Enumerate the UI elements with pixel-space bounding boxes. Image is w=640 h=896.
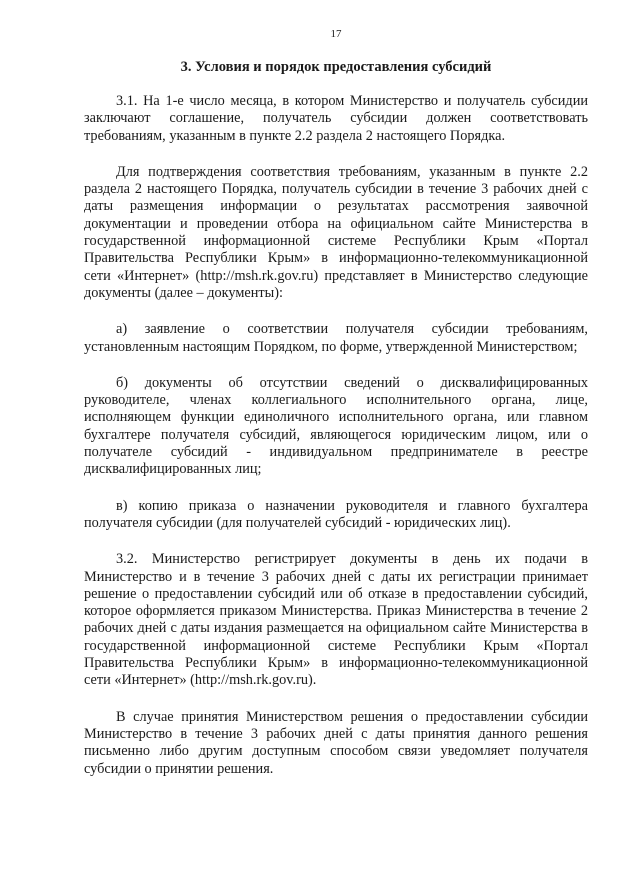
paragraph-item-v: в) копию приказа о назначении руководителя и главного бухгалтера получателя субсидии (для получателей субсидий - юридических лиц). [84, 497, 588, 531]
paragraph-3-2: 3.2. Министерство регистрирует документы в день их подачи в Министерство и в течение 3 рабочих дней с даты их регистрации принимает решение о предоставлении субсидий или об отказе в предоставлении субсидий, которое оформляется приказом Министерства. Приказ Министерства в течение 2 рабочих дней с даты издания размещается на официальном сайте Министерства в государственной информационной системе Республики Крым «Портал Правительства Республики Крым» в информационно-телекоммуникационной сети «Интернет» (http://msh.rk.gov.ru). [84, 551, 588, 689]
paragraph-confirmation: Для подтверждения соответствия требованиям, указанным в пункте 2.2 раздела 2 настоящего Порядка, получатель субсидии в течение 3 рабочих дней с даты размещения информации о результатах рассмотрения заявочной документации и проведении отбора на официальном сайте Министерства в государственной информационной системе Республики Крым «Портал Правительства Республики Крым» в информационно-телекоммуникационной сети «Интернет» (http://msh.rk.gov.ru) представляет в Министерство следующие документы (далее – документы): [84, 163, 588, 301]
paragraph-3-1: 3.1. На 1-е число месяца, в котором Министерство и получатель субсидии заключают соглашение, получатель субсидии должен соответствовать требованиям, указанным в пункте 2.2 раздела 2 настоящего Порядка. [84, 93, 588, 144]
paragraph-decision-notice: В случае принятия Министерством решения о предоставлении субсидии Министерство в течение 3 рабочих дней с даты принятия данного решения письменно либо другим доступным способом связи уведомляет получателя субсидии о принятии решения. [84, 708, 588, 777]
section-title: 3. Условия и порядок предоставления субсидий [180, 59, 492, 75]
document-page [84, 28, 588, 797]
paragraph-item-b: б) документы об отсутствии сведений о дисквалифицированных руководителе, членах коллегиального исполнительного органа, лице, исполняющем функции единоличного исполнительного органа, или главном бухгалтере получателя субсидий, являющегося юридическим лицом, или о получателе субсидий - индивидуальном предпринимателе в реестре дисквалифицированных лиц; [84, 374, 588, 478]
paragraph-item-a: а) заявление о соответствии получателя субсидии требованиям, установленным настоящим Порядком, по форме, утвержденной Министерством; [84, 321, 588, 355]
page-number: 17 [330, 28, 342, 40]
